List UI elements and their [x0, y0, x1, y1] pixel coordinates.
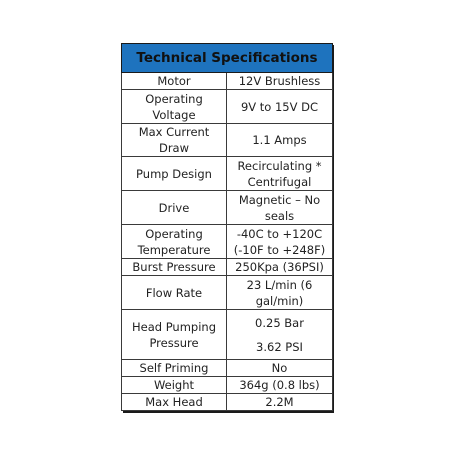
spec-value-motor: 12V Brushless	[227, 73, 333, 90]
spec-label-line: Head Pumping	[131, 319, 217, 334]
spec-value-line: Centrifugal	[247, 174, 312, 189]
spec-value-weight: 364g (0.8 lbs)	[227, 377, 333, 394]
table-row	[122, 310, 333, 360]
table-row	[122, 360, 333, 377]
spec-value-line: Recirculating *	[237, 158, 322, 173]
spec-value-operating-temperature	[227, 225, 333, 259]
spec-label-operating-temperature	[122, 225, 227, 259]
spec-value-max-head: 2.2M	[227, 394, 333, 411]
spec-label-operating-voltage: Operating Voltage	[122, 90, 227, 124]
spec-label-drive: Drive	[122, 191, 227, 225]
spec-value-line: gal/min)	[255, 293, 304, 308]
spec-label-weight: Weight	[122, 377, 227, 394]
spec-label-flow-rate: Flow Rate	[122, 276, 227, 310]
table-row	[122, 191, 333, 225]
table-title: Technical Specifications	[122, 44, 333, 73]
spec-value-head-pumping-pressure	[227, 310, 333, 360]
spec-value-burst-pressure: 250Kpa (36PSI)	[227, 259, 333, 276]
table-row	[122, 73, 333, 90]
table-row	[122, 90, 333, 124]
spec-label-burst-pressure: Burst Pressure	[122, 259, 227, 276]
table-row	[122, 259, 333, 276]
spec-label-line: Temperature	[137, 242, 211, 257]
spec-value-line: 3.62 PSI	[256, 339, 303, 354]
table-header-row	[122, 44, 333, 73]
table-row	[122, 276, 333, 310]
spec-value-flow-rate	[227, 276, 333, 310]
spec-label-head-pumping-pressure	[122, 310, 227, 360]
spec-value-line: 23 L/min (6	[246, 277, 313, 292]
spec-label-max-head: Max Head	[122, 394, 227, 411]
spec-value-operating-voltage: 9V to 15V DC	[227, 90, 333, 124]
table-row	[122, 377, 333, 394]
table-row	[122, 394, 333, 411]
technical-specifications-table	[121, 43, 332, 411]
table-row	[122, 157, 333, 191]
spec-label-self-priming: Self Priming	[122, 360, 227, 377]
spec-value-line: 0.25 Bar	[255, 315, 304, 330]
spec-value-max-current-draw: 1.1 Amps	[227, 124, 333, 157]
table-row	[122, 225, 333, 259]
spec-label-line: Operating	[145, 226, 203, 241]
spec-label-max-current-draw: Max Current Draw	[122, 124, 227, 157]
spec-label-line: Pressure	[149, 335, 199, 350]
spec-value-line: (-10F to +248F)	[233, 242, 326, 257]
spec-value-line: seals	[264, 208, 295, 223]
spec-label-pump-design: Pump Design	[122, 157, 227, 191]
spec-table	[121, 43, 333, 411]
spec-value-self-priming: No	[227, 360, 333, 377]
spec-value-drive	[227, 191, 333, 225]
spec-label-motor: Motor	[122, 73, 227, 90]
spec-value-pump-design	[227, 157, 333, 191]
spec-value-line: Magnetic – No	[238, 192, 321, 207]
table-row	[122, 124, 333, 157]
spec-value-line: -40C to +120C	[236, 226, 323, 241]
